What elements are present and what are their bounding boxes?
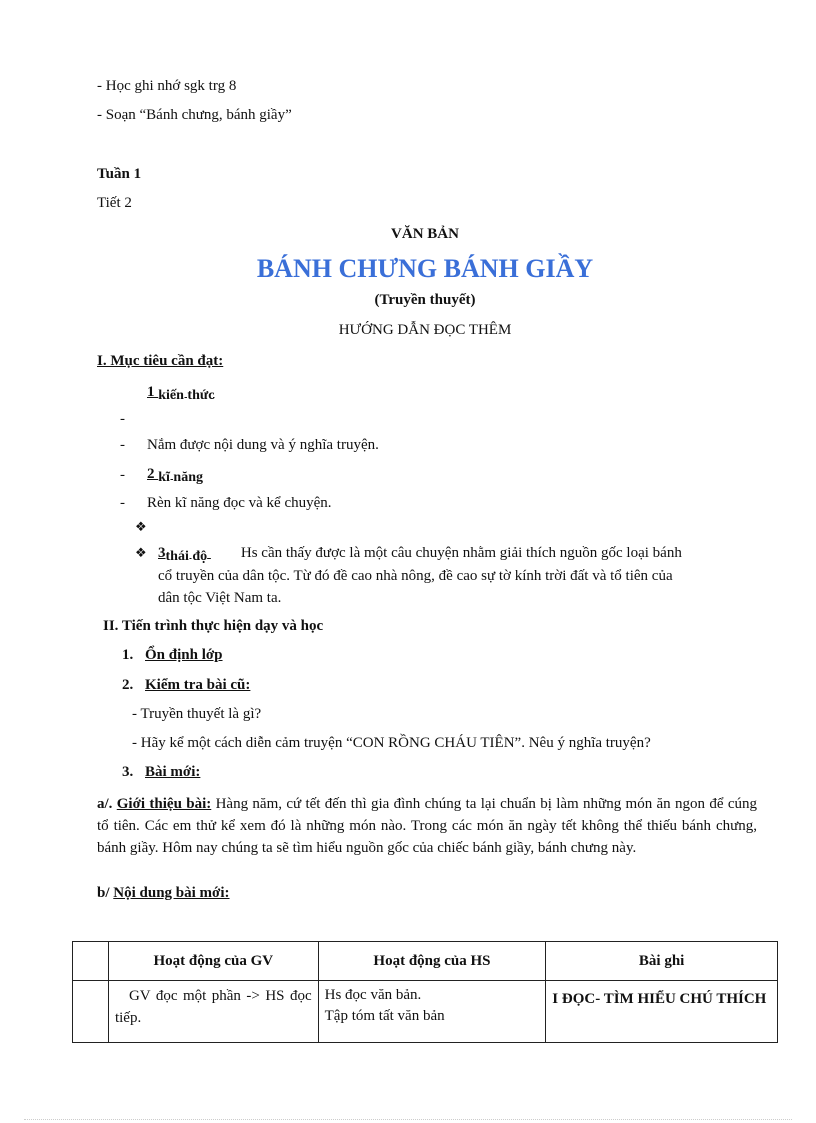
table-header-row: [73, 942, 778, 981]
step-1-label: Ổn định lớp: [145, 647, 223, 663]
table-cell-hs: [318, 981, 546, 1043]
empty-bullet: -: [120, 411, 125, 427]
intro-paragraph: [97, 793, 757, 859]
intro-text: Hàng năm, cứ tết đến thì gia đình chúng ta lại chuẩn bị làm những món ăn ngon để cúng tổ tiên. Các em thử kể xem đó là những món nào. Trong các món ăn ngày tết không thể thiếu bánh chưng, bánh giầy. Hôm nay chúng ta sẽ tìm hiểu nguồn gốc của chiếc bánh giầy, bánh chưng này.: [97, 796, 758, 856]
attitude-line-1: [158, 545, 682, 565]
knowledge-label: kiến thức: [158, 388, 215, 403]
skill-label: kĩ năng: [158, 470, 203, 485]
step-3-label: Bài mới:: [145, 764, 201, 780]
section2-heading: II. Tiến trình thực hiện dạy và học: [103, 618, 324, 634]
lesson-table: [72, 941, 778, 1043]
table-header-blank: [73, 942, 109, 981]
step-1-number: 1.: [122, 647, 134, 663]
table-cell-blank: [73, 981, 109, 1043]
doc-type: VĂN BẢN: [391, 226, 459, 242]
attitude-text-3: dân tộc Việt Nam ta.: [158, 590, 282, 606]
diamond-bullet-icon: ❖: [135, 546, 147, 561]
attitude-label: thái độ: [165, 549, 208, 564]
week-label: Tuần 1: [97, 166, 142, 182]
skill-text: Rèn kĩ năng đọc và kể chuyện.: [147, 495, 332, 511]
intro-label: Giới thiệu bài:: [116, 796, 212, 812]
review-question-2: - Hãy kể một cách diễn cảm truyện “CON RỒNG CHÁU TIÊN”. Nêu ý nghĩa truyện?: [132, 735, 651, 751]
content-heading: [97, 885, 230, 902]
step-2: [122, 677, 250, 694]
skill-heading: [147, 466, 203, 486]
attitude-number: 3: [158, 545, 166, 561]
step-3-number: 3.: [122, 764, 134, 780]
knowledge-number: 1: [147, 384, 155, 400]
page-bottom-divider: [24, 1119, 792, 1120]
table-row: [73, 981, 778, 1043]
homework-item-1: - Học ghi nhớ sgk trg 8: [97, 78, 237, 94]
hs-activity-1: Hs đọc văn bản.: [324, 987, 422, 1003]
genre-label: (Truyền thuyết): [374, 292, 476, 308]
table-header-gv: Hoạt động của GV: [108, 942, 318, 981]
attitude-heading: [158, 545, 208, 564]
skill-number: 2: [147, 466, 155, 482]
step-2-number: 2.: [122, 677, 134, 693]
hs-activity-2: Tập tóm tất văn bản: [324, 1008, 445, 1024]
step-2-label: Kiểm tra bài cũ:: [145, 677, 251, 693]
attitude-text-1: Hs cần thấy được là một câu chuyện nhằm giải thích nguồn gốc loại bánh: [240, 545, 682, 561]
table-header-hs: Hoạt động của HS: [318, 942, 546, 981]
attitude-text-2: cổ truyền của dân tộc. Từ đó đề cao nhà nông, đề cao sự tờ kính trời đất và tổ tiên của: [158, 568, 673, 584]
table-cell-gv: GV đọc một phần -> HS đọc tiếp.: [108, 981, 318, 1043]
step-1: [122, 647, 223, 664]
skill-text-bullet: -: [120, 495, 125, 511]
guide-label: HƯỚNG DẪN ĐỌC THÊM: [338, 322, 512, 338]
intro-prefix: a/.: [97, 796, 117, 812]
homework-item-2: - Soạn “Bánh chưng, bánh giầy”: [97, 107, 292, 123]
period-label: Tiết 2: [97, 195, 132, 211]
knowledge-bullet: -: [120, 437, 125, 453]
review-question-1: - Truyền thuyết là gì?: [132, 706, 262, 722]
knowledge-heading: [147, 384, 215, 404]
table-cell-notes: I ĐỌC- TÌM HIỂU CHÚ THÍCH: [546, 981, 778, 1043]
knowledge-text: Nắm được nội dung và ý nghĩa truyện.: [147, 437, 379, 453]
page-title: BÁNH CHƯNG BÁNH GIẦY: [256, 254, 594, 283]
attitude-blank: [207, 545, 237, 562]
content-prefix: b/: [97, 885, 114, 901]
diamond-bullet-icon: ❖: [135, 520, 147, 535]
content-label: Nội dung bài mới:: [113, 885, 230, 901]
skill-bullet: -: [120, 467, 125, 483]
step-3: [122, 764, 200, 781]
section1-heading: I. Mục tiêu cần đạt:: [97, 353, 224, 369]
table-header-notes: Bài ghi: [546, 942, 778, 981]
